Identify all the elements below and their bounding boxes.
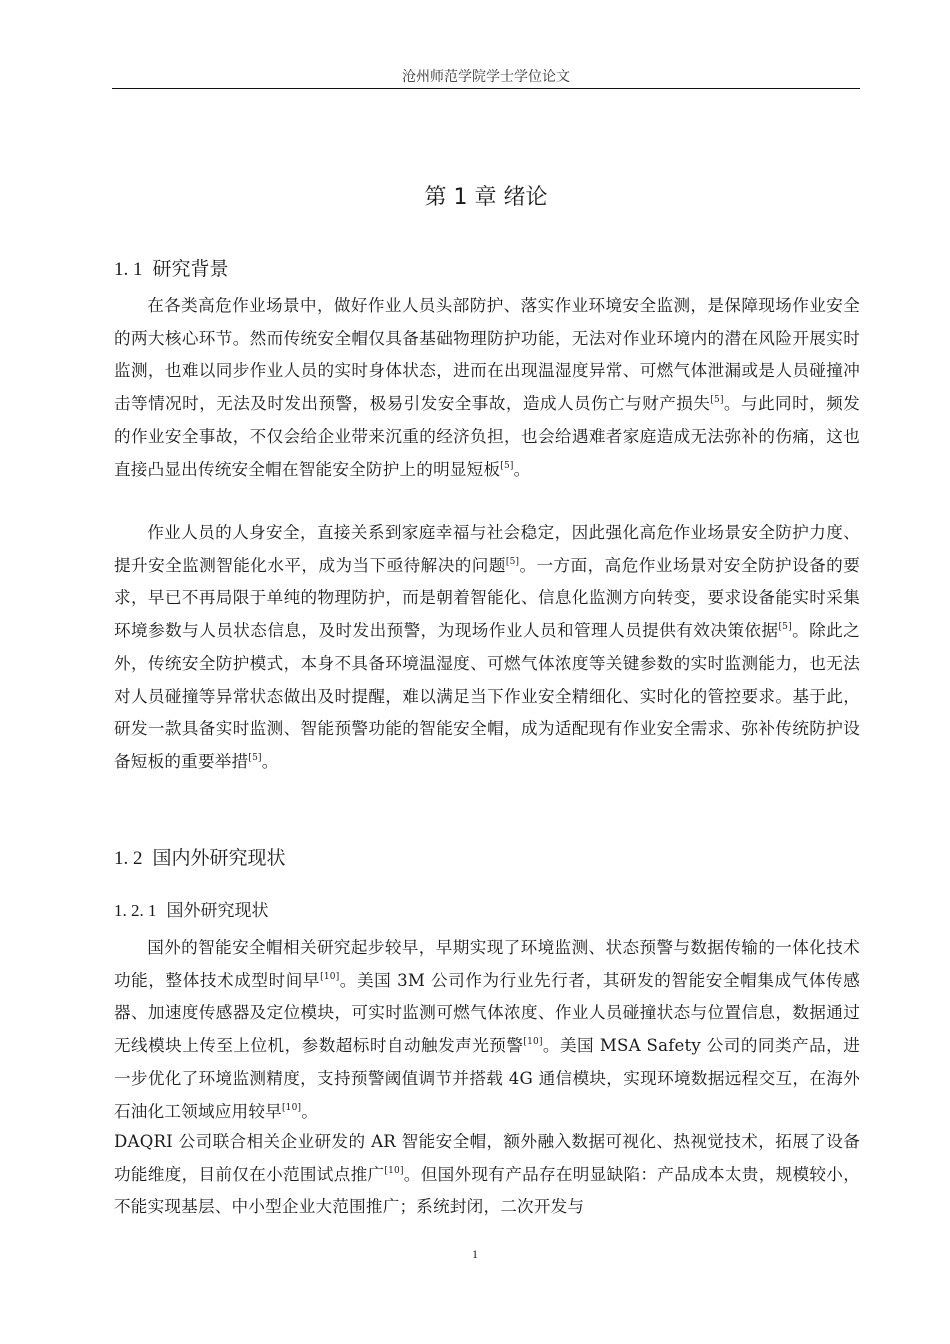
citation: [5]	[778, 622, 792, 633]
paragraph-foreign-status-2: DAQRI 公司联合相关企业研发的 AR 智能安全帽，额外融入数据可视化、热视觉技术，拓展了设备功能维度，目前仅在小范围试点推广[10]。但国外现有产品存在明显缺陷：产品成本太贵，规模较小，不能实现基层、中小型企业大范围推广；系统封闭，二次开发与	[114, 1132, 860, 1217]
citation: [10]	[523, 1037, 543, 1048]
citation: [5]	[500, 460, 514, 471]
header-rule	[112, 88, 860, 89]
citation: [10]	[320, 971, 340, 982]
section-title: 国内外研究现状	[152, 847, 286, 869]
citation: [5]	[710, 395, 724, 406]
page-number: 1	[472, 1247, 478, 1261]
section-number: 1. 2	[114, 848, 143, 869]
subsection-number: 1. 2. 1	[114, 901, 157, 920]
citation: [5]	[505, 556, 520, 567]
citation: [10]	[384, 1165, 404, 1176]
section-heading-1-2	[114, 843, 286, 870]
paragraph-foreign-status-1: 国外的智能安全帽相关研究起步较早，早期实现了环境监测、状态预警与数据传输的一体化技术功能，整体技术成型时间早[10]。美国 3M 公司作为行业先行者，其研发的智能安全帽集成气体传感器、加速度传感器及定位模块，可实时监测可燃气体浓度、作业人员碰撞状态与位置信息，数据通过无线模块上传至上位机，参数超标时自动触发声光预警[10]。美国 MSA Safety 公司的同类产品，进一步优化了环境监测精度，支持预警阈值调节并搭载 4G 通信模块，实现环境数据远程交互，在海外石油化工领域应用较早[10]。	[114, 938, 861, 1121]
paragraph-background-1: 在各类高危作业场景中，做好作业人员头部防护、落实作业环境安全监测，是保障现场作业安全的两大核心环节。然而传统安全帽仅具备基础物理防护功能，无法对作业环境内的潜在风险开展实时监测，也难以同步作业人员的实时身体状态，进而在出现温湿度异常、可燃气体泄漏或是人员碰撞冲击等情况时，无法及时发出预警，极易引发安全事故，造成人员伤亡与财产损失[5]。与此同时，频发的作业安全事故，不仅会给企业带来沉重的经济负担，也会给遇难者家庭造成无法弥补的伤痛，这也直接凸显出传统安全帽在智能安全防护上的明显短板[5]。	[114, 296, 860, 479]
section-title: 研究背景	[152, 258, 229, 280]
citation: [5]	[248, 752, 262, 763]
subsection-heading-1-2-1	[114, 896, 269, 921]
running-header: 沧州师范学院学士学位论文	[402, 69, 570, 85]
subsection-title: 国外研究现状	[166, 901, 269, 921]
paragraph-background-2: 作业人员的人身安全，直接关系到家庭幸福与社会稳定，因此强化高危作业场景安全防护力度、提升安全监测智能化水平，成为当下亟待解决的问题[5]。一方面，高危作业场景对安全防护设备的要求，早已不再局限于单纯的物理防护，而是朝着智能化、信息化监测方向转变，要求设备能实时采集环境参数与人员状态信息，及时发出预警，为现场作业人员和管理人员提供有效决策依据[5]。除此之外，传统安全防护模式，本身不具备环境温湿度、可燃气体浓度等关键参数的实时监测能力，也无法对人员碰撞等异常状态做出及时提醒，难以满足当下作业安全精细化、实时化的管控要求。基于此，研发一款具备实时监测、智能预警功能的智能安全帽，成为适配现有作业安全需求、弥补传统防护设备短板的重要举措[5]。	[114, 523, 860, 771]
section-heading-1-1	[114, 254, 229, 281]
section-number: 1. 1	[114, 259, 143, 280]
citation: [10]	[281, 1102, 302, 1113]
chapter-title: 第 1 章 绪论	[424, 185, 548, 210]
